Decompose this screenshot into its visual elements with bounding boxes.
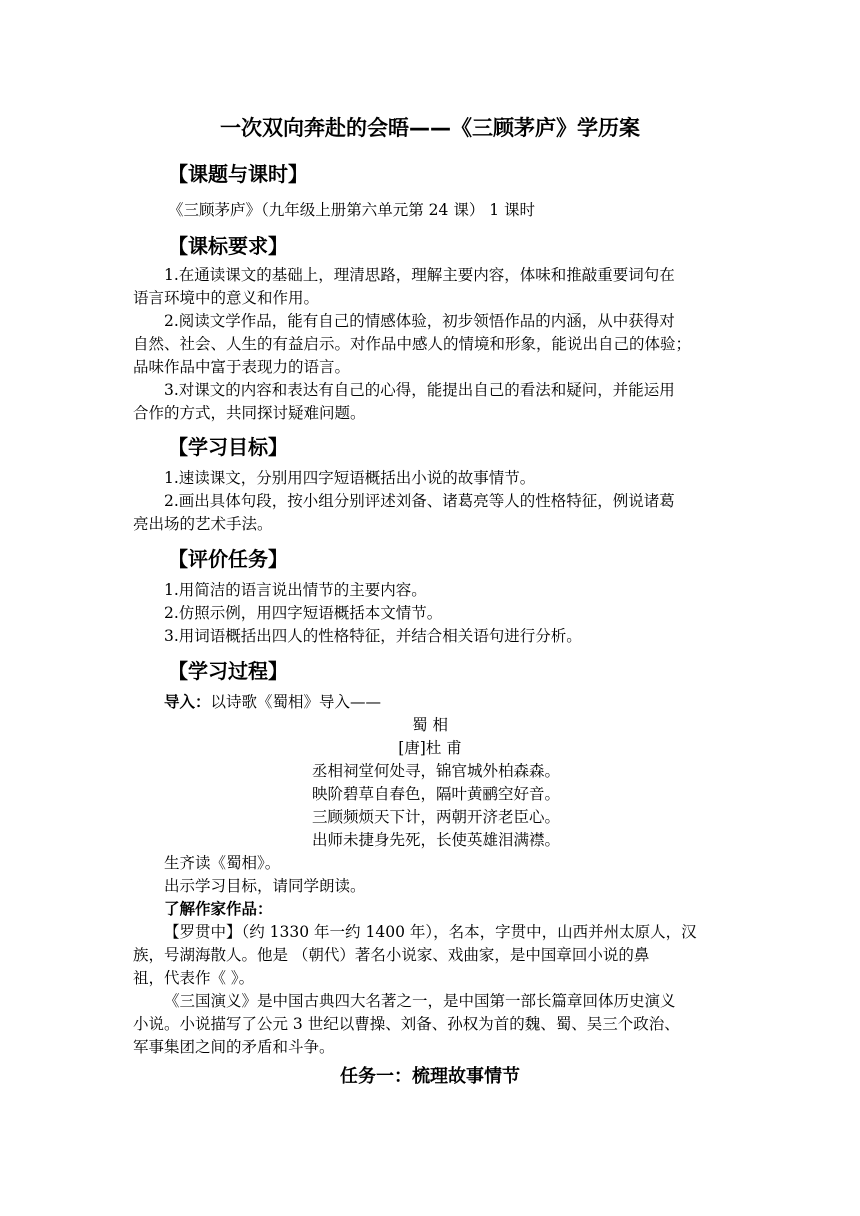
section-heading-guocheng: 【学习过程】 [168,659,288,683]
poem-line: 丞相祠堂何处寻，锦官城外柏森森。 [312,762,561,780]
task-one-heading: 任务一：梳理故事情节 [340,1066,520,1087]
poem-line: 三顾频烦天下计，两朝开济老臣心。 [312,808,561,826]
pingjia-line: 1.用简洁的语言说出情节的主要内容。 [164,581,427,599]
kebiao-line: 3.对课文的内容和表达有自己的心得，能提出自己的看法和疑问，并能运用 [164,381,675,399]
section-heading-kebiao: 【课标要求】 [168,234,288,258]
kebiao-line: 合作的方式，共同探讨疑难问题。 [133,404,366,422]
section-heading-mubiao: 【学习目标】 [168,435,288,459]
author-heading: 了解作家作品： [164,900,273,918]
section-heading-keti: 【课题与课时】 [168,162,308,186]
process-line: 生齐读《蜀相》。 [164,854,281,872]
kebiao-line: 1.在通读课文的基础上，理清思路，理解主要内容，体味和推敲重要词句在 [164,266,675,284]
poem-title: 蜀 相 [412,716,448,734]
intro-label: 导入： [164,693,211,711]
process-line: 出示学习目标，请同学朗读。 [164,877,366,895]
pingjia-line: 2.仿照示例，用四字短语概括本文情节。 [164,604,443,622]
author-line: 《三国演义》是中国古典四大名著之一，是中国第一部长篇章回体历史演义 [164,992,676,1010]
poem-author: [唐]杜 甫 [398,739,462,757]
mubiao-line: 1.速读课文，分别用四字短语概括出小说的故事情节。 [164,469,536,487]
keti-line: 《三顾茅庐》（九年级上册第六单元第 24 课） 1 课时 [168,201,536,219]
intro-text: 以诗歌《蜀相》导入—— [210,693,382,711]
kebiao-line: 2.阅读文学作品，能有自己的情感体验，初步领悟作品的内涵，从中获得对 [164,312,675,330]
poem-line: 映阶碧草自春色，隔叶黄鹂空好音。 [312,785,561,803]
author-line: 【罗贯中】（约 1330 年一约 1400 年），名本，字贯中，山西并州太原人，汉 [164,923,697,941]
kebiao-line: 语言环境中的意义和作用。 [133,289,320,307]
poem-line: 出师未捷身先死，长使英雄泪满襟。 [312,831,561,849]
author-line: 小说。小说描写了公元 3 世纪以曹操、刘备、孙权为首的魏、蜀、吴三个政治、 [133,1015,680,1033]
author-line: 族，号湖海散人。他是 （朝代）著名小说家、戏曲家，是中国章回小说的鼻 [133,946,650,964]
mubiao-line: 亮出场的艺术手法。 [133,515,273,533]
intro-line [164,690,381,712]
mubiao-line: 2.画出具体句段，按小组分别评述刘备、诸葛亮等人的性格特征，例说诸葛 [164,492,675,510]
pingjia-line: 3.用词语概括出四人的性格特征，并结合相关语句进行分析。 [164,627,582,645]
document-title: 一次双向奔赴的会晤——《三顾茅庐》学历案 [220,116,640,140]
kebiao-line: 品味作品中富于表现力的语言。 [133,358,351,376]
author-line: 祖，代表作《 》。 [133,969,255,987]
section-heading-pingjia: 【评价任务】 [168,547,288,571]
kebiao-line: 自然、社会、人生的有益启示。对作品中感人的情境和形象，能说出自己的体验； [133,335,692,353]
author-line: 军事集团之间的矛盾和斗争。 [133,1038,335,1056]
